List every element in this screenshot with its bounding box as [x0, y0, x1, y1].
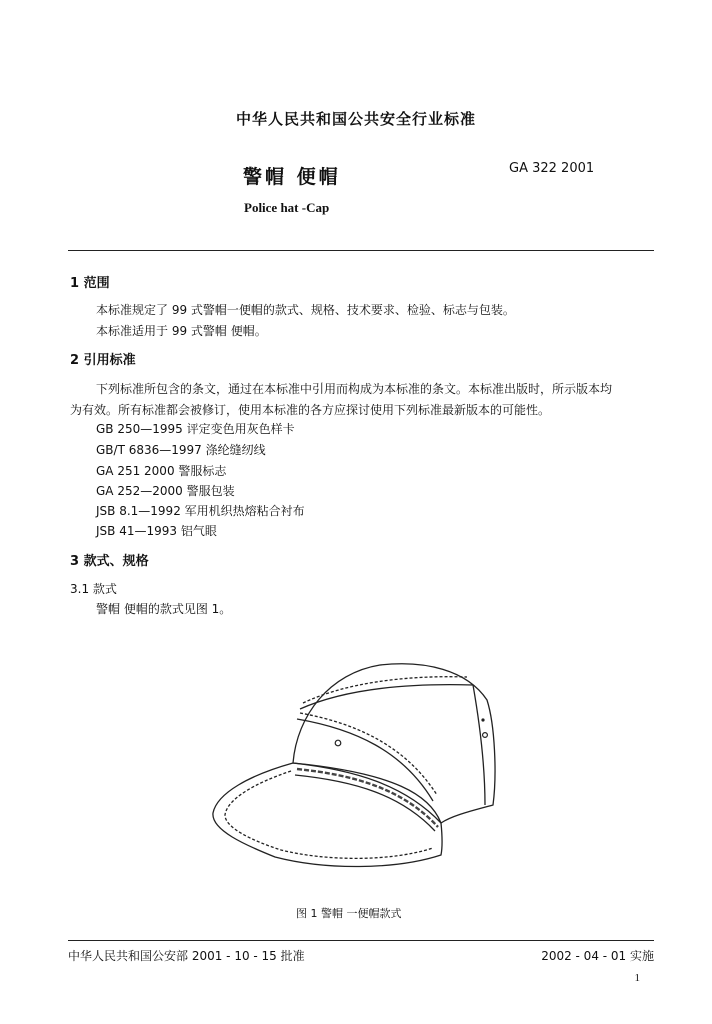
section-3-1-text: 警帽 便帽的款式见图 1。: [96, 602, 232, 616]
section-1-heading: 1 范围: [70, 276, 110, 291]
header-rule: [68, 250, 654, 251]
cap-illustration: [205, 645, 505, 885]
reference-item: JSB 41—1993 铝气眼: [96, 524, 217, 538]
section-1-paragraph-1: 本标准规定了 99 式警帽一便帽的款式、规格、技术要求、检验、标志与包装。: [96, 303, 515, 317]
footer-rule: [68, 940, 654, 941]
cap-visor-outline: [213, 763, 442, 867]
page-number: 1: [634, 972, 640, 984]
figure-caption: 图 1 警帽 一便帽款式: [296, 907, 402, 920]
section-2-heading: 2 引用标准: [70, 353, 136, 368]
standard-code: GA 322 2001: [509, 161, 595, 176]
eyelet-side: [483, 733, 488, 738]
reference-item: GB 250—1995 评定变色用灰色样卡: [96, 422, 295, 436]
section-3-1-heading: 3.1 款式: [70, 582, 117, 596]
section-3-heading: 3 款式、规格: [70, 554, 149, 569]
implementation-date: 2002 - 04 - 01 实施: [541, 949, 654, 963]
eyelet-side-small: [481, 718, 484, 721]
section-2-intro-line-1: 下列标准所包含的条文，通过在本标准中引用而构成为本标准的条文。本标准出版时，所示版本均: [96, 382, 613, 396]
reference-item: GA 251 2000 警服标志: [96, 464, 227, 478]
section-1-paragraph-2: 本标准适用于 99 式警帽 便帽。: [96, 324, 267, 338]
approval-date: 中华人民共和国公安部 2001 - 10 - 15 批准: [68, 949, 305, 963]
issuing-organization: 中华人民共和国公共安全行业标准: [235, 110, 476, 128]
english-title: Police hat -Cap: [244, 200, 330, 215]
reference-item: JSB 8.1—1992 军用机织热熔粘合衬布: [96, 504, 305, 518]
reference-item: GB/T 6836—1997 涤纶缝纫线: [96, 443, 266, 457]
eyelet-front: [335, 740, 341, 746]
reference-item: GA 252—2000 警服包装: [96, 484, 235, 498]
document-title: 警帽 便帽: [243, 166, 341, 188]
section-2-intro-line-2: 为有效。所有标准都会被修订，使用本标准的各方应探讨使用下列标准最新版本的可能性。: [70, 403, 551, 417]
